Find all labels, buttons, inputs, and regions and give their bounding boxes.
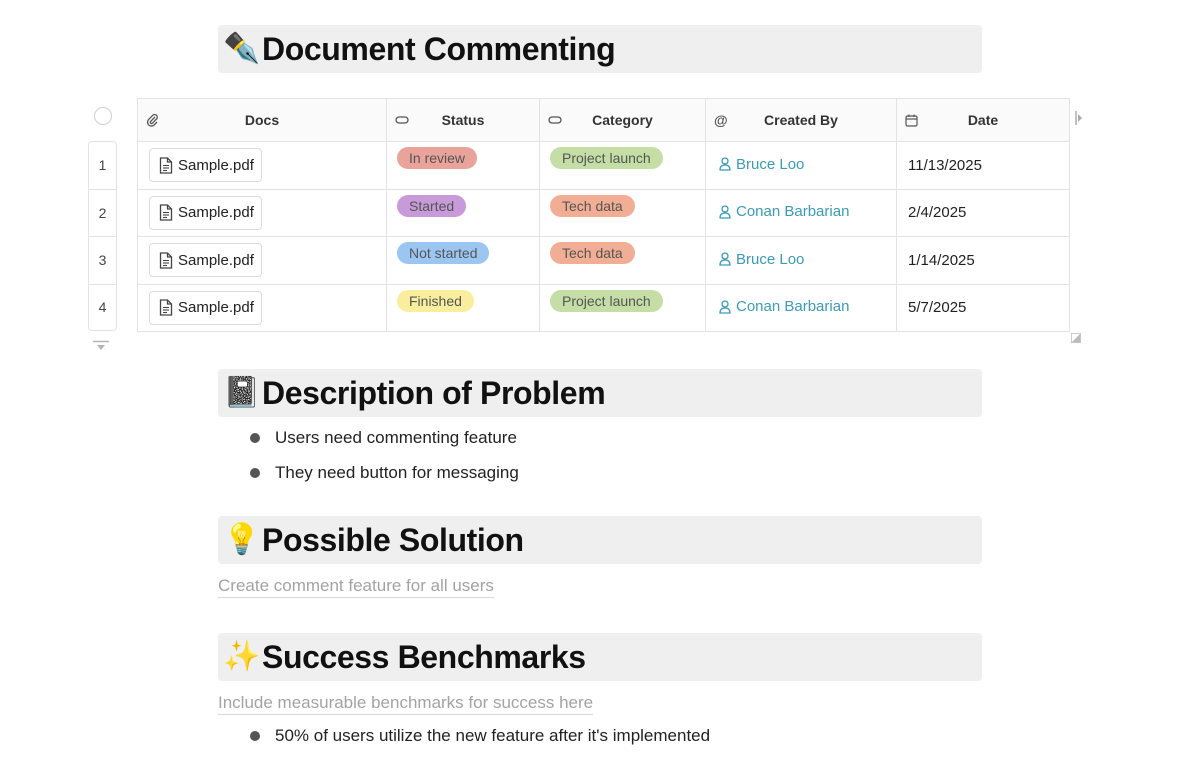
user-name: Conan Barbarian: [736, 203, 850, 220]
row-number[interactable]: 3: [88, 236, 117, 284]
cell-status[interactable]: [387, 189, 540, 237]
row-number[interactable]: 4: [88, 284, 117, 332]
file-name: Sample.pdf: [178, 299, 254, 317]
cell-date[interactable]: [897, 189, 1070, 237]
list-item[interactable]: [250, 420, 519, 455]
cell-category[interactable]: [540, 189, 706, 237]
row-number-gutter: [88, 141, 117, 331]
page-title: Document Commenting: [262, 30, 616, 67]
cell-status[interactable]: [387, 142, 540, 190]
user-icon: [719, 300, 731, 314]
section-title: Description of Problem: [262, 374, 606, 411]
cell-docs[interactable]: [138, 142, 387, 190]
table-row[interactable]: [138, 237, 1070, 285]
table-row[interactable]: [138, 142, 1070, 190]
notebook-icon: 📓: [223, 375, 261, 410]
column-label: Date: [967, 112, 999, 128]
lightbulb-icon: 💡: [223, 522, 261, 557]
file-attachment[interactable]: [149, 148, 262, 182]
solution-placeholder-text[interactable]: Create comment feature for all users: [218, 576, 494, 598]
resize-handle-icon[interactable]: [1071, 333, 1081, 343]
bullet-icon: [250, 433, 260, 443]
cell-created-by[interactable]: [706, 284, 897, 332]
cell-date[interactable]: [897, 237, 1070, 285]
file-icon: [159, 157, 173, 174]
cell-category[interactable]: [540, 142, 706, 190]
user-name: Conan Barbarian: [736, 298, 850, 315]
column-label: Created By: [764, 112, 838, 128]
user-mention[interactable]: [719, 298, 849, 315]
select-all-checkbox[interactable]: [94, 107, 112, 125]
list-item[interactable]: [250, 455, 519, 490]
user-icon: [719, 157, 731, 171]
column-header-date[interactable]: [897, 99, 1070, 142]
bullet-icon: [250, 731, 260, 741]
sparkles-icon: ✨: [223, 639, 261, 674]
user-icon: [719, 252, 731, 266]
file-name: Sample.pdf: [178, 204, 254, 222]
cell-category[interactable]: [540, 237, 706, 285]
list-item-text: 50% of users utilize the new feature after it's implemented: [275, 725, 711, 745]
cell-created-by[interactable]: [706, 189, 897, 237]
column-header-status[interactable]: [387, 99, 540, 142]
solution-heading[interactable]: [218, 516, 982, 564]
user-mention[interactable]: [719, 251, 804, 268]
column-header-category[interactable]: [540, 99, 706, 142]
file-icon: [159, 252, 173, 269]
cell-docs[interactable]: [138, 237, 387, 285]
filter-icon[interactable]: [92, 340, 110, 352]
row-number[interactable]: 1: [88, 141, 117, 189]
user-name: Bruce Loo: [736, 250, 805, 268]
list-item-text: They need button for messaging: [275, 462, 519, 482]
row-number[interactable]: 2: [88, 189, 117, 237]
file-name: Sample.pdf: [178, 251, 254, 269]
select-type-icon: [548, 112, 562, 128]
benchmarks-placeholder-text[interactable]: Include measurable benchmarks for success here: [218, 693, 593, 715]
calendar-icon: [905, 112, 919, 128]
file-icon: [159, 299, 173, 316]
status-badge[interactable]: Finished: [397, 290, 474, 312]
section-title: Possible Solution: [262, 521, 524, 558]
cell-status[interactable]: [387, 237, 540, 285]
table-row[interactable]: [138, 284, 1070, 332]
file-attachment[interactable]: [149, 243, 262, 277]
expand-columns-icon[interactable]: [1074, 110, 1084, 126]
cell-date[interactable]: [897, 142, 1070, 190]
column-label: Docs: [244, 112, 280, 128]
cell-date[interactable]: [897, 284, 1070, 332]
cell-docs[interactable]: [138, 284, 387, 332]
user-icon: [719, 205, 731, 219]
column-header-created-by[interactable]: [706, 99, 897, 142]
benchmarks-bullet-list: [250, 718, 710, 753]
status-badge[interactable]: Not started: [397, 242, 489, 264]
title-heading[interactable]: [218, 25, 982, 73]
problem-heading[interactable]: [218, 369, 982, 417]
list-item[interactable]: [250, 718, 710, 753]
cell-docs[interactable]: [138, 189, 387, 237]
file-icon: [159, 204, 173, 221]
column-label: Category: [592, 112, 653, 128]
bullet-icon: [250, 468, 260, 478]
file-attachment[interactable]: [149, 291, 262, 325]
section-title: Success Benchmarks: [262, 638, 586, 675]
list-item-text: Users need commenting feature: [275, 427, 517, 447]
column-label: Status: [441, 112, 485, 128]
cell-status[interactable]: [387, 284, 540, 332]
category-badge[interactable]: Project launch: [550, 147, 663, 169]
date-value: 2/4/2025: [908, 204, 967, 222]
paperclip-icon: [146, 112, 160, 128]
cell-created-by[interactable]: [706, 142, 897, 190]
column-header-docs[interactable]: [138, 99, 387, 142]
category-badge[interactable]: Tech data: [550, 242, 635, 264]
table-row[interactable]: [138, 189, 1070, 237]
status-badge[interactable]: In review: [397, 147, 477, 169]
user-mention[interactable]: [719, 156, 804, 173]
problem-bullet-list: [250, 420, 519, 490]
category-badge[interactable]: Tech data: [550, 195, 635, 217]
docs-table: [137, 98, 1070, 332]
at-sign-icon: @: [714, 112, 728, 128]
category-badge[interactable]: Project launch: [550, 290, 663, 312]
user-mention[interactable]: [719, 203, 849, 220]
benchmarks-heading[interactable]: [218, 633, 982, 681]
cell-created-by[interactable]: [706, 237, 897, 285]
pen-icon: ✒️: [223, 31, 261, 66]
date-value: 5/7/2025: [908, 299, 967, 317]
file-attachment[interactable]: [149, 196, 262, 230]
file-name: Sample.pdf: [178, 156, 254, 174]
user-name: Bruce Loo: [736, 155, 805, 173]
date-value: 11/13/2025: [908, 156, 982, 174]
cell-category[interactable]: [540, 284, 706, 332]
select-type-icon: [395, 112, 409, 128]
date-value: 1/14/2025: [908, 251, 975, 269]
status-badge[interactable]: Started: [397, 195, 466, 217]
